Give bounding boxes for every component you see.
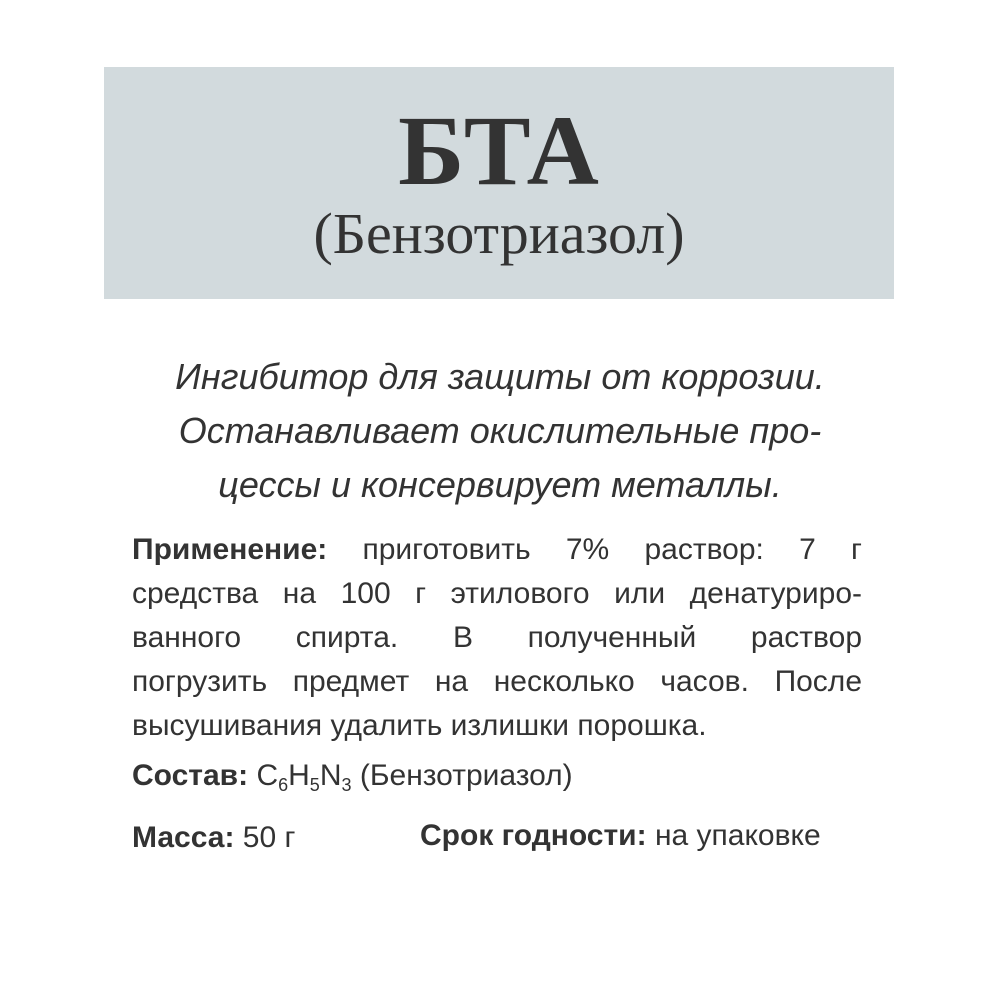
formula-subscript: 6 <box>278 775 289 795</box>
header-band <box>104 67 894 299</box>
mass-label: Масса: <box>132 821 235 854</box>
composition-label: Состав: <box>132 759 249 792</box>
mass-section <box>132 818 295 858</box>
description-line: Останавливает окислительные про- <box>178 410 822 451</box>
usage-line: высушивания удалить излишки порошка. <box>132 709 707 742</box>
usage-line <box>132 528 862 572</box>
product-title: БТА <box>398 95 600 206</box>
shelf-life-label: Срок годности: <box>420 819 647 852</box>
usage-line: ванного спирта. В полученный раствор <box>132 621 862 654</box>
usage-section <box>132 528 862 748</box>
composition-section <box>132 756 573 796</box>
shelf-life-section <box>420 816 821 856</box>
formula-element: C <box>256 759 279 792</box>
composition-name: (Бензотриазол) <box>351 759 573 792</box>
description-line: цессы и консервирует металлы. <box>218 464 782 505</box>
mass-value: 50 г <box>234 821 296 854</box>
usage-line: средства на 100 г этилового или денатуриро- <box>132 577 862 610</box>
shelf-life-value: на упаковке <box>646 819 821 852</box>
usage-text: приготовить 7% раствор: 7 г <box>327 533 862 566</box>
product-description <box>100 350 900 512</box>
usage-label: Применение: <box>132 533 328 566</box>
formula-element: H <box>288 759 310 792</box>
product-subtitle: (Бензотриазол) <box>313 201 685 266</box>
formula-element: N <box>319 759 342 792</box>
formula-subscript: 3 <box>341 775 352 795</box>
description-line: Ингибитор для защиты от коррозии. <box>175 356 825 397</box>
formula-subscript: 5 <box>309 775 320 795</box>
chemical-formula <box>256 759 352 795</box>
usage-line: погрузить предмет на несколько часов. После <box>132 665 862 698</box>
